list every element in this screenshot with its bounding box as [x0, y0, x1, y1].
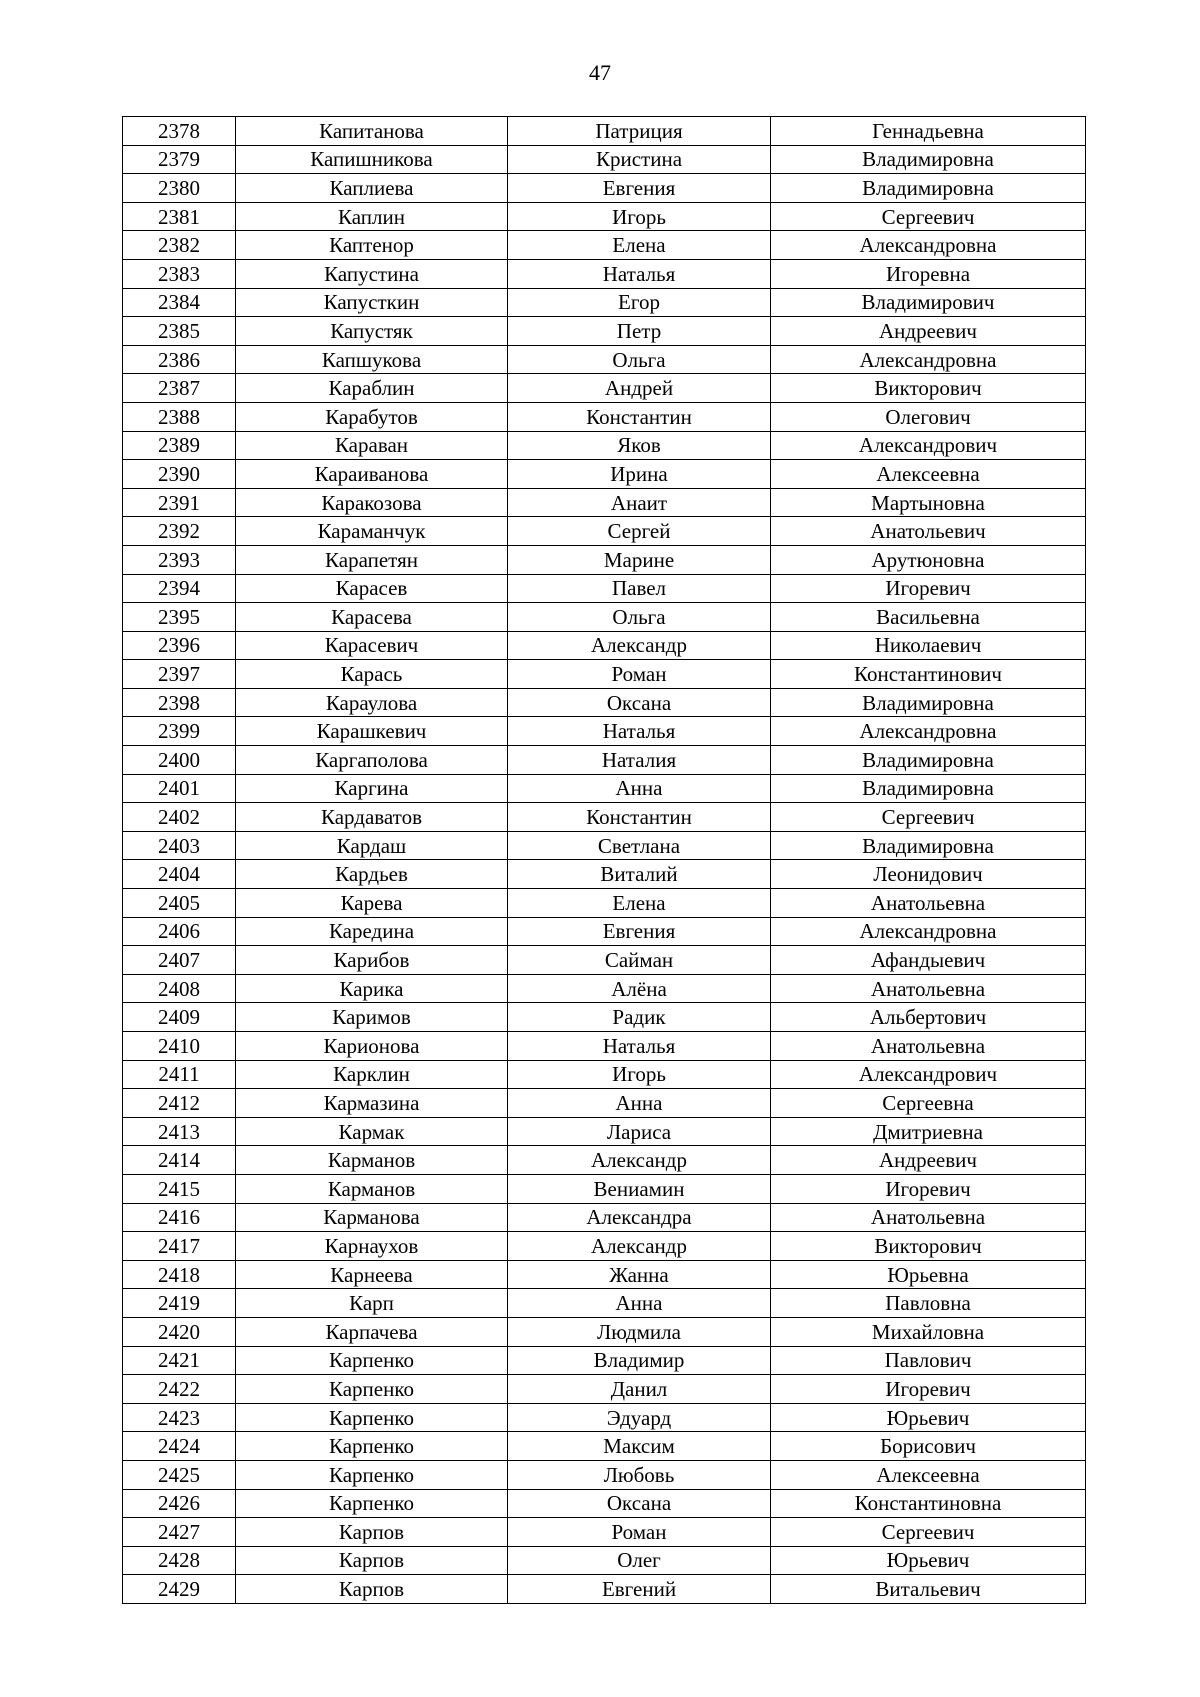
table-row [123, 946, 1086, 975]
row-number-cell: 2397 [123, 660, 236, 689]
first-name-cell: Елена [508, 889, 771, 918]
patronymic-cell: Владимировна [771, 174, 1086, 203]
first-name-cell: Егор [508, 288, 771, 317]
row-number-cell: 2402 [123, 803, 236, 832]
last-name-cell: Карева [236, 889, 508, 918]
first-name-cell: Елена [508, 231, 771, 260]
patronymic-cell: Геннадьевна [771, 117, 1086, 146]
first-name-cell: Ольга [508, 603, 771, 632]
last-name-cell: Каримов [236, 1003, 508, 1032]
row-number-cell: 2392 [123, 517, 236, 546]
patronymic-cell: Владимировна [771, 145, 1086, 174]
first-name-cell: Светлана [508, 831, 771, 860]
last-name-cell: Каплиева [236, 174, 508, 203]
row-number-cell: 2426 [123, 1489, 236, 1518]
table-row [123, 145, 1086, 174]
table-row [123, 174, 1086, 203]
row-number-cell: 2399 [123, 717, 236, 746]
patronymic-cell: Леонидович [771, 860, 1086, 889]
patronymic-cell: Арутюновна [771, 545, 1086, 574]
first-name-cell: Оксана [508, 688, 771, 717]
patronymic-cell: Игоревич [771, 574, 1086, 603]
patronymic-cell: Сергеевич [771, 1518, 1086, 1547]
first-name-cell: Игорь [508, 1060, 771, 1089]
patronymic-cell: Павловна [771, 1289, 1086, 1318]
first-name-cell: Эдуард [508, 1403, 771, 1432]
patronymic-cell: Викторович [771, 374, 1086, 403]
row-number-cell: 2407 [123, 946, 236, 975]
row-number-cell: 2380 [123, 174, 236, 203]
table-row [123, 1117, 1086, 1146]
last-name-cell: Карась [236, 660, 508, 689]
row-number-cell: 2394 [123, 574, 236, 603]
first-name-cell: Ирина [508, 460, 771, 489]
row-number-cell: 2418 [123, 1260, 236, 1289]
row-number-cell: 2401 [123, 774, 236, 803]
patronymic-cell: Константиновна [771, 1489, 1086, 1518]
patronymic-cell: Анатольевна [771, 1203, 1086, 1232]
row-number-cell: 2403 [123, 831, 236, 860]
last-name-cell: Караблин [236, 374, 508, 403]
row-number-cell: 2398 [123, 688, 236, 717]
table-row [123, 1460, 1086, 1489]
row-number-cell: 2378 [123, 117, 236, 146]
patronymic-cell: Александровна [771, 917, 1086, 946]
last-name-cell: Карасевич [236, 631, 508, 660]
last-name-cell: Карнаухов [236, 1232, 508, 1261]
patronymic-cell: Юрьевич [771, 1403, 1086, 1432]
table-row [123, 345, 1086, 374]
first-name-cell: Наталья [508, 259, 771, 288]
first-name-cell: Яков [508, 431, 771, 460]
first-name-cell: Алёна [508, 974, 771, 1003]
table-row [123, 317, 1086, 346]
row-number-cell: 2393 [123, 545, 236, 574]
table-row [123, 603, 1086, 632]
table-row [123, 860, 1086, 889]
patronymic-cell: Алексеевна [771, 1460, 1086, 1489]
patronymic-cell: Олегович [771, 402, 1086, 431]
last-name-cell: Карпенко [236, 1375, 508, 1404]
last-name-cell: Кардаш [236, 831, 508, 860]
row-number-cell: 2417 [123, 1232, 236, 1261]
first-name-cell: Марине [508, 545, 771, 574]
first-name-cell: Евгений [508, 1575, 771, 1604]
first-name-cell: Радик [508, 1003, 771, 1032]
table-row [123, 746, 1086, 775]
table-row [123, 431, 1086, 460]
last-name-cell: Карманова [236, 1203, 508, 1232]
patronymic-cell: Александровна [771, 231, 1086, 260]
last-name-cell: Каргина [236, 774, 508, 803]
row-number-cell: 2410 [123, 1032, 236, 1061]
last-name-cell: Карклин [236, 1060, 508, 1089]
last-name-cell: Кармак [236, 1117, 508, 1146]
table-row [123, 631, 1086, 660]
patronymic-cell: Владимировна [771, 688, 1086, 717]
row-number-cell: 2386 [123, 345, 236, 374]
last-name-cell: Капустина [236, 259, 508, 288]
last-name-cell: Капустяк [236, 317, 508, 346]
patronymic-cell: Андреевич [771, 317, 1086, 346]
patronymic-cell: Мартыновна [771, 488, 1086, 517]
row-number-cell: 2390 [123, 460, 236, 489]
patronymic-cell: Анатольевна [771, 974, 1086, 1003]
first-name-cell: Владимир [508, 1346, 771, 1375]
last-name-cell: Караиванова [236, 460, 508, 489]
first-name-cell: Кристина [508, 145, 771, 174]
table-row [123, 574, 1086, 603]
last-name-cell: Карпенко [236, 1489, 508, 1518]
last-name-cell: Караулова [236, 688, 508, 717]
table-row [123, 1089, 1086, 1118]
table-row [123, 1375, 1086, 1404]
first-name-cell: Олег [508, 1546, 771, 1575]
row-number-cell: 2409 [123, 1003, 236, 1032]
first-name-cell: Наталья [508, 1032, 771, 1061]
table-row [123, 1060, 1086, 1089]
last-name-cell: Капитанова [236, 117, 508, 146]
row-number-cell: 2429 [123, 1575, 236, 1604]
first-name-cell: Евгения [508, 174, 771, 203]
table-row [123, 1203, 1086, 1232]
last-name-cell: Кармазина [236, 1089, 508, 1118]
row-number-cell: 2406 [123, 917, 236, 946]
table-row [123, 660, 1086, 689]
patronymic-cell: Юрьевна [771, 1260, 1086, 1289]
patronymic-cell: Владимирович [771, 288, 1086, 317]
row-number-cell: 2388 [123, 402, 236, 431]
row-number-cell: 2381 [123, 202, 236, 231]
patronymic-cell: Павлович [771, 1346, 1086, 1375]
first-name-cell: Константин [508, 803, 771, 832]
last-name-cell: Карасева [236, 603, 508, 632]
patronymic-cell: Альбертович [771, 1003, 1086, 1032]
patronymic-cell: Игоревич [771, 1174, 1086, 1203]
row-number-cell: 2425 [123, 1460, 236, 1489]
table-row [123, 1003, 1086, 1032]
patronymic-cell: Анатольевна [771, 1032, 1086, 1061]
row-number-cell: 2415 [123, 1174, 236, 1203]
patronymic-cell: Афандыевич [771, 946, 1086, 975]
table-row [123, 288, 1086, 317]
patronymic-cell: Владимировна [771, 746, 1086, 775]
roster-body [123, 117, 1086, 1604]
first-name-cell: Наталья [508, 717, 771, 746]
row-number-cell: 2411 [123, 1060, 236, 1089]
patronymic-cell: Викторович [771, 1232, 1086, 1261]
first-name-cell: Александр [508, 1146, 771, 1175]
first-name-cell: Роман [508, 660, 771, 689]
first-name-cell: Людмила [508, 1317, 771, 1346]
table-row [123, 1575, 1086, 1604]
row-number-cell: 2379 [123, 145, 236, 174]
patronymic-cell: Александровна [771, 717, 1086, 746]
patronymic-cell: Анатольевич [771, 517, 1086, 546]
patronymic-cell: Александрович [771, 431, 1086, 460]
patronymic-cell: Андреевич [771, 1146, 1086, 1175]
first-name-cell: Константин [508, 402, 771, 431]
last-name-cell: Карика [236, 974, 508, 1003]
last-name-cell: Карманов [236, 1146, 508, 1175]
row-number-cell: 2385 [123, 317, 236, 346]
first-name-cell: Александр [508, 1232, 771, 1261]
patronymic-cell: Сергеевич [771, 202, 1086, 231]
patronymic-cell: Николаевич [771, 631, 1086, 660]
table-row [123, 460, 1086, 489]
row-number-cell: 2421 [123, 1346, 236, 1375]
row-number-cell: 2424 [123, 1432, 236, 1461]
table-row [123, 117, 1086, 146]
first-name-cell: Сергей [508, 517, 771, 546]
row-number-cell: 2422 [123, 1375, 236, 1404]
last-name-cell: Карпенко [236, 1403, 508, 1432]
last-name-cell: Карпов [236, 1546, 508, 1575]
first-name-cell: Любовь [508, 1460, 771, 1489]
first-name-cell: Данил [508, 1375, 771, 1404]
last-name-cell: Каракозова [236, 488, 508, 517]
table-row [123, 1032, 1086, 1061]
first-name-cell: Патриция [508, 117, 771, 146]
patronymic-cell: Анатольевна [771, 889, 1086, 918]
table-row [123, 1432, 1086, 1461]
roster-table [122, 116, 1086, 1604]
last-name-cell: Карашкевич [236, 717, 508, 746]
row-number-cell: 2414 [123, 1146, 236, 1175]
row-number-cell: 2396 [123, 631, 236, 660]
table-row [123, 1489, 1086, 1518]
last-name-cell: Карпенко [236, 1432, 508, 1461]
last-name-cell: Капшукова [236, 345, 508, 374]
patronymic-cell: Юрьевич [771, 1546, 1086, 1575]
first-name-cell: Роман [508, 1518, 771, 1547]
page-number: 47 [589, 60, 611, 85]
last-name-cell: Каредина [236, 917, 508, 946]
first-name-cell: Петр [508, 317, 771, 346]
row-number-cell: 2384 [123, 288, 236, 317]
table-row [123, 1146, 1086, 1175]
patronymic-cell: Сергеевна [771, 1089, 1086, 1118]
table-row [123, 517, 1086, 546]
row-number-cell: 2382 [123, 231, 236, 260]
last-name-cell: Капусткин [236, 288, 508, 317]
table-row [123, 545, 1086, 574]
patronymic-cell: Борисович [771, 1432, 1086, 1461]
table-row [123, 688, 1086, 717]
patronymic-cell: Дмитриевна [771, 1117, 1086, 1146]
first-name-cell: Александр [508, 631, 771, 660]
table-row [123, 1260, 1086, 1289]
last-name-cell: Карпенко [236, 1460, 508, 1489]
last-name-cell: Карпачева [236, 1317, 508, 1346]
row-number-cell: 2389 [123, 431, 236, 460]
last-name-cell: Карапетян [236, 545, 508, 574]
last-name-cell: Карионова [236, 1032, 508, 1061]
first-name-cell: Евгения [508, 917, 771, 946]
table-row [123, 831, 1086, 860]
patronymic-cell: Константинович [771, 660, 1086, 689]
table-row [123, 231, 1086, 260]
row-number-cell: 2404 [123, 860, 236, 889]
first-name-cell: Лариса [508, 1117, 771, 1146]
table-row [123, 774, 1086, 803]
row-number-cell: 2423 [123, 1403, 236, 1432]
first-name-cell: Виталий [508, 860, 771, 889]
row-number-cell: 2383 [123, 259, 236, 288]
first-name-cell: Анна [508, 774, 771, 803]
row-number-cell: 2405 [123, 889, 236, 918]
row-number-cell: 2419 [123, 1289, 236, 1318]
table-row [123, 1232, 1086, 1261]
patronymic-cell: Александрович [771, 1060, 1086, 1089]
row-number-cell: 2420 [123, 1317, 236, 1346]
first-name-cell: Сайман [508, 946, 771, 975]
table-row [123, 488, 1086, 517]
table-row [123, 1289, 1086, 1318]
last-name-cell: Карпов [236, 1575, 508, 1604]
first-name-cell: Жанна [508, 1260, 771, 1289]
first-name-cell: Александра [508, 1203, 771, 1232]
patronymic-cell: Игоревна [771, 259, 1086, 288]
table-row [123, 1546, 1086, 1575]
row-number-cell: 2391 [123, 488, 236, 517]
row-number-cell: 2408 [123, 974, 236, 1003]
table-row [123, 202, 1086, 231]
last-name-cell: Каплин [236, 202, 508, 231]
first-name-cell: Ольга [508, 345, 771, 374]
first-name-cell: Анна [508, 1089, 771, 1118]
last-name-cell: Кардьев [236, 860, 508, 889]
first-name-cell: Игорь [508, 202, 771, 231]
last-name-cell: Караманчук [236, 517, 508, 546]
first-name-cell: Анна [508, 1289, 771, 1318]
table-row [123, 803, 1086, 832]
last-name-cell: Карнеева [236, 1260, 508, 1289]
table-row [123, 1317, 1086, 1346]
last-name-cell: Каргаполова [236, 746, 508, 775]
table-row [123, 1403, 1086, 1432]
table-row [123, 374, 1086, 403]
first-name-cell: Оксана [508, 1489, 771, 1518]
first-name-cell: Максим [508, 1432, 771, 1461]
table-row [123, 1518, 1086, 1547]
row-number-cell: 2400 [123, 746, 236, 775]
row-number-cell: 2412 [123, 1089, 236, 1118]
row-number-cell: 2427 [123, 1518, 236, 1547]
last-name-cell: Каптенор [236, 231, 508, 260]
table-row [123, 974, 1086, 1003]
patronymic-cell: Александровна [771, 345, 1086, 374]
table-row [123, 889, 1086, 918]
row-number-cell: 2413 [123, 1117, 236, 1146]
first-name-cell: Павел [508, 574, 771, 603]
last-name-cell: Капишникова [236, 145, 508, 174]
patronymic-cell: Васильевна [771, 603, 1086, 632]
last-name-cell: Караван [236, 431, 508, 460]
row-number-cell: 2395 [123, 603, 236, 632]
first-name-cell: Анаит [508, 488, 771, 517]
table-row [123, 717, 1086, 746]
table-row [123, 259, 1086, 288]
patronymic-cell: Владимировна [771, 831, 1086, 860]
last-name-cell: Карибов [236, 946, 508, 975]
last-name-cell: Кардаватов [236, 803, 508, 832]
table-row [123, 1174, 1086, 1203]
first-name-cell: Наталия [508, 746, 771, 775]
table-row [123, 917, 1086, 946]
first-name-cell: Вениамин [508, 1174, 771, 1203]
patronymic-cell: Михайловна [771, 1317, 1086, 1346]
patronymic-cell: Витальевич [771, 1575, 1086, 1604]
row-number-cell: 2416 [123, 1203, 236, 1232]
last-name-cell: Карпов [236, 1518, 508, 1547]
patronymic-cell: Сергеевич [771, 803, 1086, 832]
table-row [123, 1346, 1086, 1375]
last-name-cell: Карабутов [236, 402, 508, 431]
last-name-cell: Карасев [236, 574, 508, 603]
table-row [123, 402, 1086, 431]
last-name-cell: Карп [236, 1289, 508, 1318]
patronymic-cell: Алексеевна [771, 460, 1086, 489]
row-number-cell: 2387 [123, 374, 236, 403]
last-name-cell: Карпенко [236, 1346, 508, 1375]
patronymic-cell: Владимировна [771, 774, 1086, 803]
row-number-cell: 2428 [123, 1546, 236, 1575]
first-name-cell: Андрей [508, 374, 771, 403]
patronymic-cell: Игоревич [771, 1375, 1086, 1404]
last-name-cell: Карманов [236, 1174, 508, 1203]
